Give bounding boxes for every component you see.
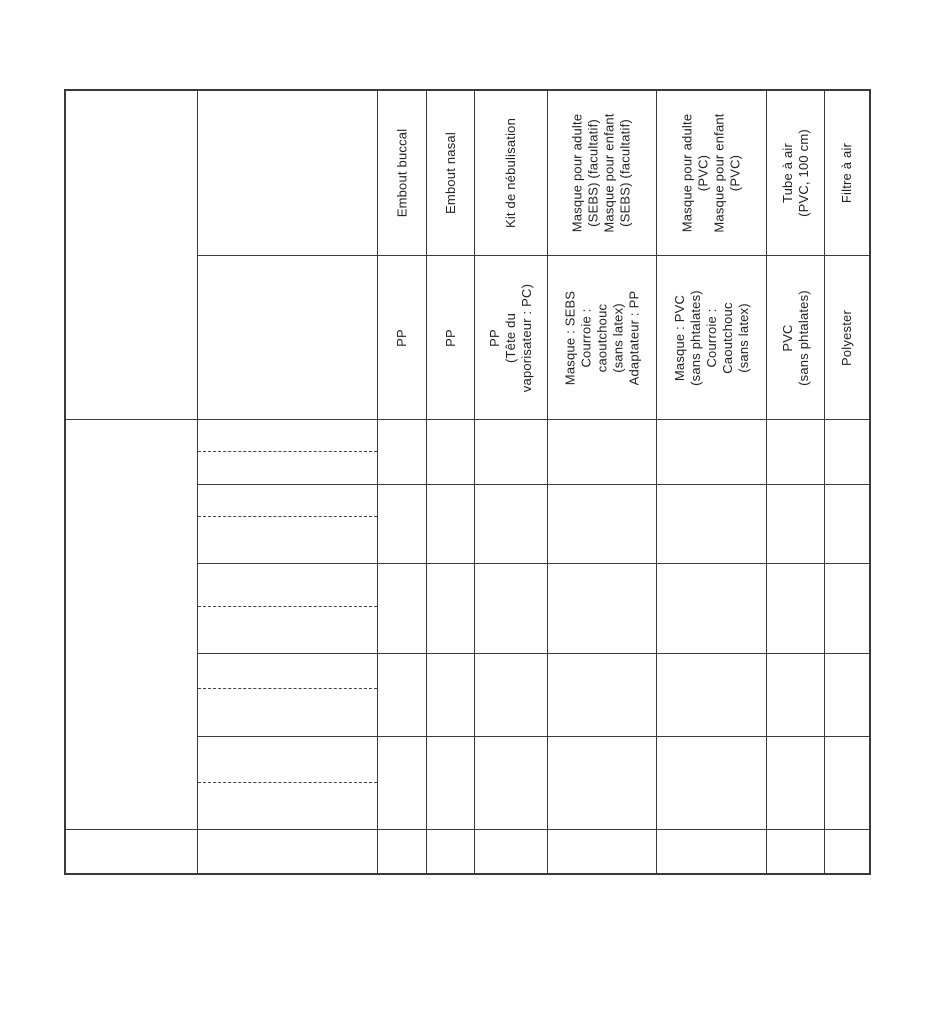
table-border-bottom (65, 873, 871, 875)
row-divider-group-1 (197, 484, 870, 485)
material-cell-nosepiece: PP (442, 328, 458, 347)
material-cell-air-filter: Polyester (839, 309, 854, 366)
material-cell-pvc-masks: Masque : PVC (sans phtalates) Courroie : Caoutchouc (sans latex) (671, 289, 751, 386)
row-divider-group-4 (197, 736, 870, 737)
row-divider-group-3 (197, 653, 870, 654)
sub-row-dashed-4 (198, 688, 377, 689)
sub-row-dashed-5 (198, 782, 377, 783)
header-cell-nebulizer-kit: Kit de nébulisation (503, 117, 519, 228)
header-cell-nosepiece: Embout nasal (442, 131, 458, 214)
header-cell-air-tube: Tube à air (PVC, 100 cm) (779, 128, 811, 217)
row-divider-last (65, 829, 871, 830)
table-border-left (64, 89, 66, 875)
sub-row-dashed-2 (198, 516, 377, 517)
header-cell-sebs-masks: Masque pour adulte (SEBS) (facultatif) Masque pour enfant (SEBS) (facultatif) (570, 112, 633, 233)
header-cell-air-filter: Filtre à air (839, 142, 855, 203)
material-cell-air-tube: PVC (sans phtalates) (779, 289, 811, 386)
table-border-right (869, 89, 871, 875)
material-cell-nebulizer-kit: PP (Tête du vaporisateur : PC) (487, 283, 534, 392)
row-divider-material (65, 419, 871, 420)
sub-row-dashed-1 (198, 451, 377, 452)
row-divider-group-2 (197, 563, 870, 564)
col-divider-1 (197, 89, 198, 874)
material-cell-mouthpiece: PP (394, 328, 409, 347)
sub-row-dashed-3 (198, 606, 377, 607)
material-cell-sebs-masks: Masque : SEBS Courroie : caoutchouc (sans latex) Adaptateur : PP (562, 290, 641, 385)
header-cell-pvc-masks: Masque pour adulte (PVC) Masque pour enfant (PVC) (679, 112, 743, 233)
header-cell-mouthpiece: Embout buccal (394, 128, 409, 217)
